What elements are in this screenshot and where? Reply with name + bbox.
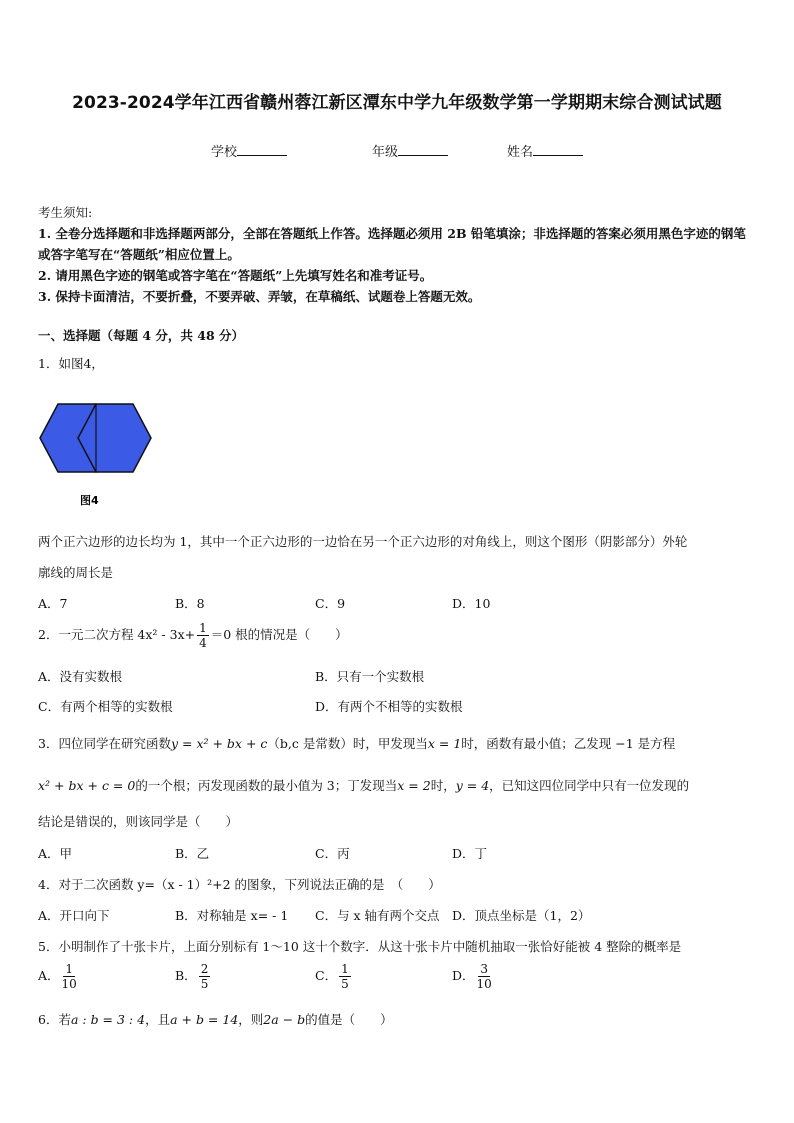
q5-option-d: [452, 962, 494, 991]
hexagon-figure: [36, 386, 156, 514]
school-label: 学校: [211, 145, 238, 160]
question-2: [38, 621, 758, 650]
q4-option-d: D．顶点坐标是（1，2）: [452, 908, 591, 923]
name-blank: [533, 143, 583, 156]
q3-option-d: D．丁: [452, 846, 488, 861]
q6-text: 6．若: [38, 1012, 71, 1027]
notice-item: 3. 保持卡面清洁，不要折叠，不要弄破、弄皱，在草稿纸、试题卷上答题无效。: [38, 289, 481, 304]
notice-item: 2. 请用黑色字迹的钢笔或答字笔在“答题纸”上先填写姓名和准考证号。: [38, 268, 433, 283]
q3-option-c: C．丙: [315, 846, 350, 861]
question-6: [38, 1010, 758, 1028]
q4-option-b: B．对称轴是 x= - 1: [175, 908, 289, 923]
frac-num: 2: [200, 962, 209, 976]
option-label: D．: [452, 968, 475, 983]
q6-sum: a + b = 14: [170, 1012, 239, 1027]
q3-text: 时，函数有最小值；乙发现 −1 是方程: [461, 736, 676, 751]
option-fraction: [477, 962, 492, 991]
question-4: 4．对于二次函数 y=（x - 1）²+2 的图象，下列说法正确的是 （ ）: [38, 877, 441, 892]
q5-option-b: [175, 962, 212, 991]
name-label: 姓名: [507, 145, 534, 160]
name-field: [507, 141, 583, 160]
q3-text: 时，: [430, 778, 456, 793]
q3-option-b: B．乙: [175, 846, 210, 861]
q3-text: （b,c 是常数）时，甲发现当: [267, 736, 428, 751]
q6-text: 的值是（ ）: [305, 1012, 393, 1027]
q2-option-d: D．有两个不相等的实数根: [315, 699, 463, 714]
q5-option-a: [38, 962, 79, 991]
frac-den: 5: [200, 977, 209, 991]
option-fraction: [339, 962, 351, 991]
school-field: [211, 141, 287, 160]
option-fraction: [62, 962, 77, 991]
school-blank: [237, 143, 287, 156]
q5-option-c: [315, 962, 353, 991]
q3-y-value: y = 4: [455, 778, 490, 793]
exam-notice: [38, 202, 758, 307]
q2-option-c: C．有两个相等的实数根: [38, 699, 173, 714]
grade-label: 年级: [372, 145, 399, 160]
q3-text: ，已知这四位同学中只有一位发现的: [489, 778, 690, 793]
q3-function: y = x² + bx + c: [170, 736, 268, 751]
q2-frac-num: 1: [199, 621, 207, 635]
q3-text: 3．四位同学在研究函数: [38, 736, 171, 751]
q6-text: ，且: [145, 1012, 171, 1027]
q1-option-a: A．7: [38, 596, 68, 611]
frac-num: 1: [65, 962, 73, 976]
q3-x-value: x = 2: [397, 778, 431, 793]
grade-field: [372, 141, 448, 160]
q3-option-a: A．甲: [38, 846, 73, 861]
q2-fraction: [197, 621, 209, 650]
q2-text-post: ＝0 根的情况是（ ）: [210, 627, 348, 642]
frac-den: 10: [476, 977, 492, 991]
question-3-line: [38, 734, 758, 752]
q3-x-value: x = 1: [427, 736, 462, 751]
option-label: B．: [175, 968, 197, 983]
q1-option-d: D．10: [452, 596, 491, 611]
option-fraction: [199, 962, 211, 991]
frac-den: 10: [61, 977, 77, 991]
q6-ratio: a : b = 3 : 4: [70, 1012, 146, 1027]
q6-text: ，则: [238, 1012, 264, 1027]
page-title: 2023-2024学年江西省赣州蓉江新区潭东中学九年级数学第一学期期末综合测试试题: [72, 93, 722, 113]
question-1-line: 廓线的周长是: [38, 565, 114, 580]
notice-heading: 考生须知:: [38, 205, 93, 220]
frac-num: 1: [341, 962, 349, 976]
q2-frac-den: 4: [199, 636, 207, 650]
option-label: C．: [315, 968, 338, 983]
q1-option-c: C．9: [315, 596, 346, 611]
grade-blank: [398, 143, 448, 156]
q3-text: 的一个根；丙发现函数的最小值为 3；丁发现当: [135, 778, 398, 793]
question-3-line: [38, 776, 758, 794]
section-heading: 一、选择题（每题 4 分，共 48 分）: [38, 328, 245, 343]
q4-option-c: C．与 x 轴有两个交点: [315, 908, 440, 923]
question-5: 5．小明制作了十张卡片，上面分别标有 1～10 这十个数字．从这十张卡片中随机抽取一张恰好能被 4 整除的概率是: [38, 939, 682, 954]
q2-text-pre: 2．一元二次方程 4x² - 3x+: [38, 627, 196, 642]
q4-option-a: A．开口向下: [38, 908, 110, 923]
frac-num: 3: [480, 962, 488, 976]
q2-option-a: A．没有实数根: [38, 669, 123, 684]
option-label: A．: [38, 968, 60, 983]
q6-expression: 2a − b: [263, 1012, 306, 1027]
question-1-line: 两个正六边形的边长均为 1，其中一个正六边形的一边恰在另一个正六边形的对角线上，则这个图形（阴影部分）外轮: [38, 534, 688, 549]
q2-option-b: B．只有一个实数根: [315, 669, 425, 684]
notice-item: 1. 全卷分选择题和非选择题两部分，全部在答题纸上作答。选择题必须用 2B 铅笔填涂；非选择题的答案必须用黑色字迹的钢笔或答字笔写在“答题纸”相应位置上。: [38, 226, 746, 262]
figure-caption: 图4: [80, 494, 99, 507]
question-1-head: 1．如图4，: [38, 356, 104, 371]
frac-den: 5: [341, 977, 349, 991]
question-3-line: 结论是错误的，则该同学是（ ）: [38, 814, 239, 829]
q3-equation: x² + bx + c = 0: [38, 778, 136, 793]
q1-option-b: B．8: [175, 596, 205, 611]
